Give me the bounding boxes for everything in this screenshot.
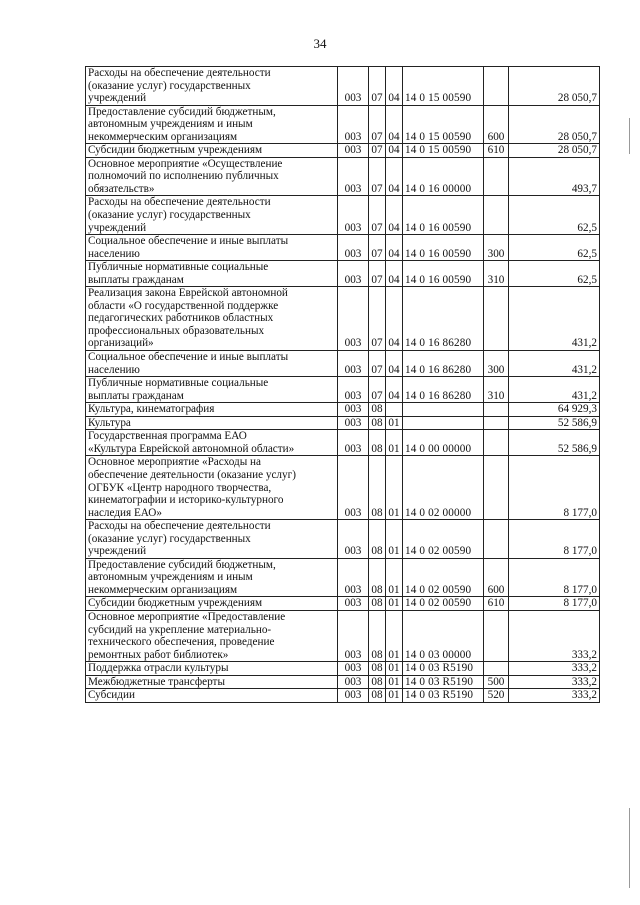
- amount-cell: 28 050,7: [509, 144, 600, 158]
- amount-cell: 62,5: [509, 235, 600, 261]
- row-name-line: Социальное обеспечение и иные выплаты: [88, 351, 289, 364]
- row-name-cell: [86, 610, 338, 661]
- row-name-line: Публичные нормативные социальные: [88, 377, 269, 390]
- amount-cell: 8 177,0: [509, 456, 600, 520]
- row-name-line: автономным учреждениям и иным: [88, 571, 253, 584]
- row-name-line: Основное мероприятие «Предоставление: [88, 610, 286, 623]
- admin-code-cell: 003: [338, 520, 369, 559]
- section-code-cell: 08: [369, 416, 386, 430]
- subsection-code-cell: 04: [386, 105, 403, 144]
- expense-type-cell: [484, 403, 509, 417]
- admin-code-cell: 003: [338, 675, 369, 689]
- subsection-code-cell: 04: [386, 157, 403, 196]
- row-name-line: Межбюджетные трансферты: [88, 675, 225, 688]
- admin-code-cell: 003: [338, 456, 369, 520]
- subsection-code-cell: 01: [386, 416, 403, 430]
- admin-code-cell: 003: [338, 105, 369, 144]
- admin-code-cell: 003: [338, 689, 369, 703]
- expense-type-cell: 310: [484, 377, 509, 403]
- row-name-line: кинематографии и историко-культурного: [88, 494, 284, 507]
- row-name-line: населению: [88, 363, 140, 376]
- section-code-cell: 07: [369, 377, 386, 403]
- row-name-line: Публичные нормативные социальные: [88, 261, 269, 274]
- table-row: [86, 430, 600, 456]
- table-row: [86, 105, 600, 144]
- table-row: [86, 689, 600, 703]
- amount-cell: 8 177,0: [509, 558, 600, 597]
- section-code-cell: 07: [369, 235, 386, 261]
- row-name-cell: [86, 558, 338, 597]
- row-name-line: Поддержка отрасли культуры: [88, 662, 229, 675]
- row-name-cell: [86, 403, 338, 417]
- row-name-cell: [86, 235, 338, 261]
- row-name-cell: [86, 157, 338, 196]
- section-code-cell: 07: [369, 105, 386, 144]
- amount-cell: 431,2: [509, 377, 600, 403]
- subsection-code-cell: 01: [386, 675, 403, 689]
- expense-type-cell: 610: [484, 144, 509, 158]
- admin-code-cell: 003: [338, 144, 369, 158]
- page-number: 34: [313, 36, 327, 51]
- target-article-cell: [403, 416, 484, 430]
- target-article-cell: [403, 403, 484, 417]
- target-article-cell: 14 0 03 R5190: [403, 689, 484, 703]
- target-article-cell: 14 0 02 00590: [403, 597, 484, 611]
- admin-code-cell: 003: [338, 67, 369, 106]
- admin-code-cell: 003: [338, 597, 369, 611]
- section-code-cell: 07: [369, 67, 386, 106]
- section-code-cell: 08: [369, 558, 386, 597]
- amount-cell: 62,5: [509, 196, 600, 235]
- admin-code-cell: 003: [338, 430, 369, 456]
- row-name-cell: [86, 430, 338, 456]
- section-code-cell: 08: [369, 689, 386, 703]
- row-name-line: выплаты гражданам: [88, 389, 184, 402]
- admin-code-cell: 003: [338, 261, 369, 287]
- table-row: [86, 558, 600, 597]
- table-row: [86, 67, 600, 106]
- budget-table-body: [86, 67, 600, 703]
- subsection-code-cell: 04: [386, 261, 403, 287]
- section-code-cell: 08: [369, 675, 386, 689]
- admin-code-cell: 003: [338, 351, 369, 377]
- subsection-code-cell: 01: [386, 520, 403, 559]
- expense-type-cell: 310: [484, 261, 509, 287]
- target-article-cell: 14 0 16 00590: [403, 235, 484, 261]
- admin-code-cell: 003: [338, 662, 369, 676]
- target-article-cell: 14 0 02 00000: [403, 456, 484, 520]
- subsection-code-cell: 04: [386, 235, 403, 261]
- amount-cell: 52 586,9: [509, 430, 600, 456]
- subsection-code-cell: 01: [386, 610, 403, 661]
- row-name-cell: [86, 351, 338, 377]
- row-name-line: обязательств»: [88, 182, 155, 195]
- table-row: [86, 351, 600, 377]
- target-article-cell: 14 0 15 00590: [403, 67, 484, 106]
- table-row: [86, 377, 600, 403]
- target-article-cell: 14 0 16 00000: [403, 157, 484, 196]
- admin-code-cell: 003: [338, 235, 369, 261]
- expense-type-cell: [484, 416, 509, 430]
- subsection-code-cell: 01: [386, 456, 403, 520]
- row-name-line: Расходы на обеспечение деятельности: [88, 520, 271, 533]
- table-row: [86, 157, 600, 196]
- section-code-cell: 08: [369, 520, 386, 559]
- expense-type-cell: 600: [484, 558, 509, 597]
- row-name-line: Государственная программа ЕАО: [88, 430, 247, 443]
- amount-cell: 333,2: [509, 662, 600, 676]
- row-name-cell: [86, 597, 338, 611]
- target-article-cell: 14 0 03 R5190: [403, 662, 484, 676]
- row-name-line: ремонтных работ библиотек»: [88, 648, 229, 661]
- expense-type-cell: [484, 430, 509, 456]
- row-name-line: технического обеспечения, проведение: [88, 636, 275, 649]
- row-name-line: Субсидии бюджетным учреждениям: [88, 597, 263, 610]
- amount-cell: 493,7: [509, 157, 600, 196]
- amount-cell: 431,2: [509, 287, 600, 351]
- amount-cell: 333,2: [509, 610, 600, 661]
- row-name-line: организаций»: [88, 337, 154, 350]
- admin-code-cell: 003: [338, 416, 369, 430]
- amount-cell: 52 586,9: [509, 416, 600, 430]
- expense-type-cell: 600: [484, 105, 509, 144]
- row-name-line: Культура, кинематография: [88, 403, 215, 416]
- section-code-cell: 08: [369, 430, 386, 456]
- row-name-line: ОГБУК «Центр народного творчества,: [88, 481, 272, 494]
- section-code-cell: 07: [369, 351, 386, 377]
- row-name-line: (оказание услуг) государственных: [88, 79, 251, 92]
- expense-type-cell: [484, 196, 509, 235]
- expense-type-cell: [484, 287, 509, 351]
- target-article-cell: 14 0 02 00590: [403, 558, 484, 597]
- margin-scan-mark: [629, 118, 630, 154]
- table-row: [86, 662, 600, 676]
- row-name-cell: [86, 662, 338, 676]
- row-name-line: педагогических работников областных: [88, 312, 274, 325]
- row-name-line: Предоставление субсидий бюджетным,: [88, 558, 276, 571]
- row-name-line: полномочий по исполнению публичных: [88, 170, 279, 183]
- row-name-line: Основное мероприятие «Расходы на: [88, 456, 261, 469]
- subsection-code-cell: 01: [386, 597, 403, 611]
- amount-cell: 8 177,0: [509, 597, 600, 611]
- row-name-cell: [86, 377, 338, 403]
- expense-type-cell: [484, 610, 509, 661]
- admin-code-cell: 003: [338, 157, 369, 196]
- row-name-line: Культура: [88, 416, 131, 429]
- row-name-line: профессиональных образовательных: [88, 324, 265, 337]
- section-code-cell: 08: [369, 662, 386, 676]
- row-name-line: учреждений: [88, 221, 147, 234]
- row-name-line: Субсидии бюджетным учреждениям: [88, 144, 263, 157]
- row-name-line: области «О государственной поддержке: [88, 299, 279, 312]
- amount-cell: 62,5: [509, 261, 600, 287]
- subsection-code-cell: 04: [386, 351, 403, 377]
- target-article-cell: 14 0 00 00000: [403, 430, 484, 456]
- expense-type-cell: [484, 662, 509, 676]
- target-article-cell: 14 0 03 R5190: [403, 675, 484, 689]
- admin-code-cell: 003: [338, 610, 369, 661]
- section-code-cell: 07: [369, 157, 386, 196]
- row-name-line: Социальное обеспечение и иные выплаты: [88, 235, 289, 248]
- target-article-cell: 14 0 16 00590: [403, 196, 484, 235]
- table-row: [86, 675, 600, 689]
- row-name-cell: [86, 287, 338, 351]
- row-name-line: учреждений: [88, 545, 147, 558]
- expense-type-cell: 500: [484, 675, 509, 689]
- target-article-cell: 14 0 16 86280: [403, 377, 484, 403]
- target-article-cell: 14 0 15 00590: [403, 105, 484, 144]
- section-code-cell: 07: [369, 287, 386, 351]
- table-row: [86, 144, 600, 158]
- amount-cell: 333,2: [509, 675, 600, 689]
- table-row: [86, 597, 600, 611]
- row-name-cell: [86, 67, 338, 106]
- expense-type-cell: [484, 67, 509, 106]
- amount-cell: 28 050,7: [509, 67, 600, 106]
- table-row: [86, 456, 600, 520]
- row-name-line: Основное мероприятие «Осуществление: [88, 157, 283, 170]
- admin-code-cell: 003: [338, 196, 369, 235]
- amount-cell: 333,2: [509, 689, 600, 703]
- expense-type-cell: [484, 157, 509, 196]
- subsection-code-cell: 04: [386, 196, 403, 235]
- row-name-cell: [86, 144, 338, 158]
- section-code-cell: 07: [369, 196, 386, 235]
- target-article-cell: 14 0 16 86280: [403, 351, 484, 377]
- row-name-line: некоммерческим организациям: [88, 130, 238, 143]
- row-name-cell: [86, 196, 338, 235]
- table-row: [86, 261, 600, 287]
- amount-cell: 64 929,3: [509, 403, 600, 417]
- subsection-code-cell: 04: [386, 144, 403, 158]
- amount-cell: 431,2: [509, 351, 600, 377]
- target-article-cell: 14 0 02 00590: [403, 520, 484, 559]
- table-row: [86, 235, 600, 261]
- row-name-line: (оказание услуг) государственных: [88, 209, 251, 222]
- table-row: [86, 610, 600, 661]
- table-row: [86, 287, 600, 351]
- row-name-line: обеспечение деятельности (оказание услуг): [88, 468, 296, 481]
- table-row: [86, 196, 600, 235]
- expense-type-cell: [484, 456, 509, 520]
- row-name-line: Реализация закона Еврейской автономной: [88, 287, 288, 300]
- subsection-code-cell: 01: [386, 558, 403, 597]
- row-name-cell: [86, 105, 338, 144]
- row-name-line: наследия ЕАО»: [88, 506, 162, 519]
- target-article-cell: 14 0 15 00590: [403, 144, 484, 158]
- section-code-cell: 08: [369, 403, 386, 417]
- subsection-code-cell: 01: [386, 662, 403, 676]
- row-name-line: Предоставление субсидий бюджетным,: [88, 105, 276, 118]
- row-name-line: автономным учреждениям и иным: [88, 118, 253, 131]
- row-name-line: Расходы на обеспечение деятельности: [88, 67, 271, 79]
- row-name-cell: [86, 689, 338, 703]
- section-code-cell: 08: [369, 610, 386, 661]
- target-article-cell: 14 0 03 00000: [403, 610, 484, 661]
- row-name-line: субсидий на укрепление материально-: [88, 623, 272, 636]
- subsection-code-cell: 04: [386, 377, 403, 403]
- admin-code-cell: 003: [338, 377, 369, 403]
- row-name-cell: [86, 261, 338, 287]
- subsection-code-cell: [386, 403, 403, 417]
- admin-code-cell: 003: [338, 287, 369, 351]
- subsection-code-cell: 01: [386, 689, 403, 703]
- table-row: [86, 416, 600, 430]
- section-code-cell: 07: [369, 144, 386, 158]
- row-name-line: выплаты гражданам: [88, 273, 184, 286]
- expense-type-cell: [484, 520, 509, 559]
- row-name-line: Субсидии: [88, 689, 135, 702]
- expense-type-cell: 610: [484, 597, 509, 611]
- target-article-cell: 14 0 16 86280: [403, 287, 484, 351]
- expense-type-cell: 520: [484, 689, 509, 703]
- row-name-cell: [86, 675, 338, 689]
- table-row: [86, 520, 600, 559]
- amount-cell: 28 050,7: [509, 105, 600, 144]
- admin-code-cell: 003: [338, 403, 369, 417]
- subsection-code-cell: 04: [386, 67, 403, 106]
- subsection-code-cell: 04: [386, 287, 403, 351]
- amount-cell: 8 177,0: [509, 520, 600, 559]
- subsection-code-cell: 01: [386, 430, 403, 456]
- row-name-line: (оказание услуг) государственных: [88, 532, 251, 545]
- section-code-cell: 08: [369, 597, 386, 611]
- table-row: [86, 403, 600, 417]
- row-name-line: учреждений: [88, 92, 147, 105]
- section-code-cell: 08: [369, 456, 386, 520]
- expense-type-cell: 300: [484, 235, 509, 261]
- row-name-line: населению: [88, 247, 140, 260]
- row-name-cell: [86, 456, 338, 520]
- target-article-cell: 14 0 16 00590: [403, 261, 484, 287]
- row-name-cell: [86, 520, 338, 559]
- row-name-line: «Культура Еврейской автономной области»: [88, 442, 295, 455]
- admin-code-cell: 003: [338, 558, 369, 597]
- section-code-cell: 07: [369, 261, 386, 287]
- row-name-line: некоммерческим организациям: [88, 583, 238, 596]
- margin-scan-mark: [629, 808, 630, 888]
- expense-type-cell: 300: [484, 351, 509, 377]
- row-name-line: Расходы на обеспечение деятельности: [88, 196, 271, 209]
- row-name-cell: [86, 416, 338, 430]
- budget-table: [85, 66, 600, 703]
